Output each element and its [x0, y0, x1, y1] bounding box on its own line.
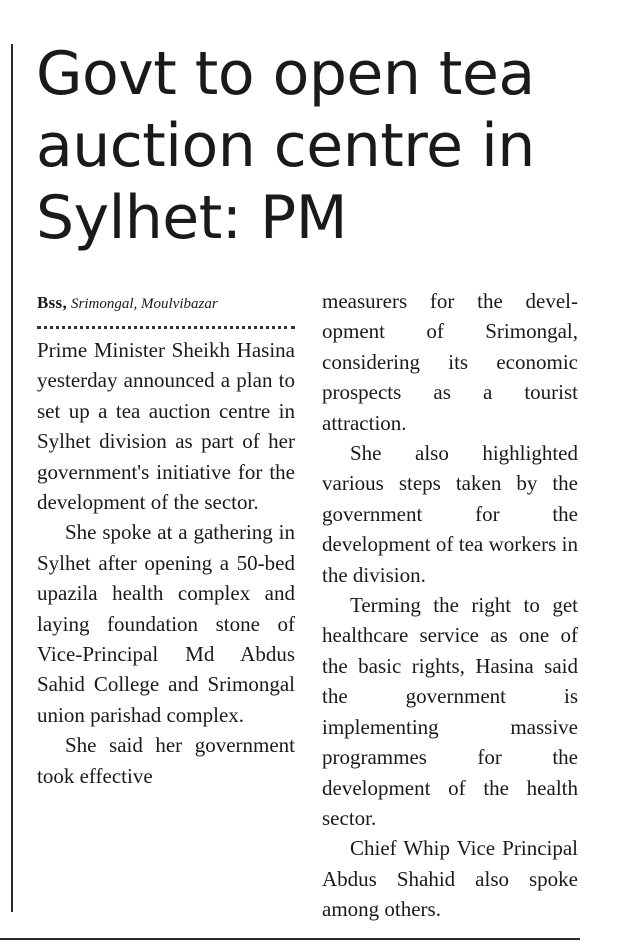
paragraph-3: She said her government took effective: [37, 733, 295, 788]
article-column-right: [322, 286, 578, 925]
paragraph-4: She also highlighted various steps taken by the government for the development of tea workers in the division.: [322, 441, 578, 587]
headline: Govt to open tea auction centre in Sylhet: PM: [36, 39, 535, 253]
bottom-rule: [0, 938, 580, 940]
paragraph-1: Prime Minister Sheikh Hasina yesterday announced a plan to set up a tea auction centre in Sylhet division as part of her government's initiative for the development of the sector.: [37, 338, 295, 515]
paragraph-3-continued: measurers for the development of Srimongal, considering its economic prospects as a tourist attraction.: [322, 289, 578, 435]
byline-location: Srimongal, Moulvibazar: [71, 296, 218, 312]
paragraph-5: Terming the right to get healthcare service as one of the basic rights, Hasina said the government is implementing massive programmes for the development of the health sector.: [322, 593, 578, 830]
paragraph-2: She spoke at a gathering in Sylhet after opening a 50-bed upazila health complex and laying foundation stone of Vice-Principal Md Abdus Sahid College and Srimongal union parishad complex.: [37, 520, 295, 727]
article-column-left: [37, 286, 295, 791]
paragraph-6: Chief Whip Vice Principal Abdus Shahid also spoke among others.: [322, 836, 578, 922]
byline-agency: Bss,: [37, 293, 68, 312]
column-rule-left: [11, 44, 13, 912]
